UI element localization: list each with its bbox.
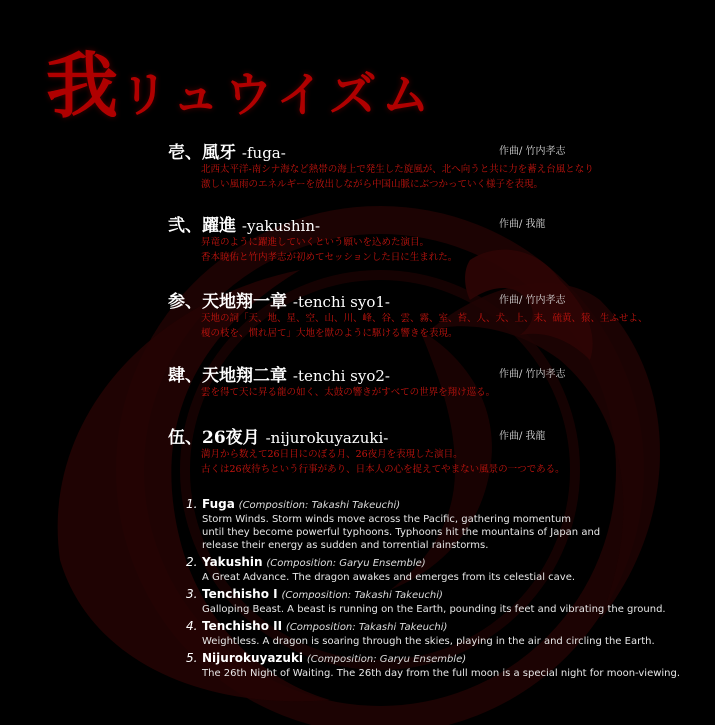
track-credit: 作曲/ 我龍	[499, 431, 546, 442]
english-list-item	[186, 651, 706, 680]
english-item-line: until they become powerful typhoons. Typhoons hit the mountains of Japan and	[202, 527, 601, 538]
track-credit: 作曲/ 竹内孝志	[499, 146, 566, 157]
track-description	[201, 385, 688, 400]
track-item	[168, 211, 688, 265]
english-item-number: 5.	[186, 651, 198, 665]
english-item-name: Fuga	[202, 497, 235, 511]
track-header	[168, 423, 688, 447]
track-description-line: 満月から数えて26日目にのぼる月、26夜月を表現した演目。	[201, 449, 463, 460]
track-title-jp: 壱、風牙	[168, 143, 236, 163]
track-description	[201, 447, 688, 477]
track-description-line: 昇竜のように躍進していくという願いを込めた演目。	[201, 237, 430, 248]
track-item	[168, 423, 688, 477]
track-description-line: 雲を得て天に昇る龍の如く、太鼓の響きがすべての世界を翔け巡る。	[201, 387, 496, 398]
english-item-number: 2.	[186, 555, 198, 569]
track-romaji: -fuga-	[241, 144, 286, 162]
track-title	[168, 287, 390, 312]
track-description	[201, 162, 688, 192]
title-kana: リュウイズム	[120, 67, 435, 123]
english-track-list	[186, 497, 706, 683]
track-title	[168, 423, 388, 448]
track-item	[168, 287, 688, 341]
english-item-name: Yakushin	[202, 555, 263, 569]
english-item-number: 3.	[186, 587, 198, 601]
track-title	[168, 361, 390, 386]
english-item-line: A Great Advance. The dragon awakes and emerges from its celestial cave.	[202, 572, 576, 583]
track-romaji: -tenchi syo1-	[292, 293, 390, 311]
track-item	[168, 361, 688, 400]
track-description-line: 激しい風雨のエネルギーを放出しながら中国山脈にぶつかっていく様子を表現。	[201, 179, 544, 190]
track-header	[168, 287, 688, 311]
track-item	[168, 138, 688, 192]
english-item-name: Nijurokuyazuki	[202, 651, 304, 665]
track-title-jp: 弐、躍進	[168, 216, 236, 236]
english-item-line: Galloping Beast. A beast is running on the Earth, pounding its feet and vibrating the ground.	[202, 604, 666, 615]
english-item-composition: (Composition: Takashi Takeuchi)	[238, 500, 401, 511]
track-header	[168, 138, 688, 162]
english-item-line: The 26th Night of Waiting. The 26th day from the full moon is a special night for moon-viewing.	[202, 668, 681, 679]
page-title	[46, 28, 435, 132]
track-title-jp: 参、天地翔一章	[168, 292, 287, 312]
track-description	[201, 311, 688, 341]
track-description-line: 天地の詞「天、地、星、空、山、川、峰、谷、雲、霧、室、苔、人、犬、上、末、硫黄、猿、生ふせよ、	[201, 313, 648, 324]
english-item-name: Tenchisho II	[202, 619, 283, 633]
track-title	[168, 138, 286, 163]
track-description-line: 北西太平洋-南シナ海など熱帯の海上で発生した旋風が、北へ向うと共に力を蓄え台風となり	[201, 164, 594, 175]
english-item-line: release their energy as sudden and torrential rainstorms.	[202, 540, 489, 551]
english-list-item	[186, 497, 706, 552]
english-item-number: 4.	[186, 619, 198, 633]
english-item-composition: (Composition: Takashi Takeuchi)	[281, 590, 443, 601]
english-item-composition: (Composition: Takashi Takeuchi)	[285, 622, 448, 633]
track-credit: 作曲/ 竹内孝志	[499, 369, 566, 380]
track-description	[201, 235, 688, 265]
track-header	[168, 361, 688, 385]
track-credit: 作曲/ 竹内孝志	[499, 295, 566, 306]
track-title-jp: 肆、天地翔二章	[168, 366, 287, 386]
track-description-line: 榎の枝を、慣れ居て」大地を獣のように駆ける響きを表現。	[201, 328, 458, 339]
track-romaji: -tenchi syo2-	[292, 367, 390, 385]
english-list-item	[186, 555, 706, 584]
english-item-composition: (Composition: Garyu Ensemble)	[306, 654, 467, 665]
english-item-line: Weightless. A dragon is soaring through the skies, playing in the air and circling the Earth.	[202, 636, 655, 647]
track-description-line: 古くは26夜待ちという行事があり、日本人の心を捉えてやまない風景の一つである。	[201, 464, 565, 475]
track-romaji: -nijurokuyazuki-	[265, 429, 389, 447]
english-list-item	[186, 619, 706, 648]
english-item-line: Storm Winds. Storm winds move across the Pacific, gathering momentum	[202, 514, 572, 525]
track-romaji: -yakushin-	[241, 217, 321, 235]
english-item-name: Tenchisho I	[202, 587, 278, 601]
track-title-jp: 伍、26夜月	[168, 428, 260, 448]
track-title	[168, 211, 320, 236]
track-description-line: 香本暁佑と竹内孝志が初めてセッションした日に生まれた。	[201, 252, 458, 263]
track-credit: 作曲/ 我龍	[499, 219, 546, 230]
english-item-number: 1.	[186, 497, 198, 511]
english-item-composition: (Composition: Garyu Ensemble)	[266, 558, 426, 569]
track-header	[168, 211, 688, 235]
english-list-item	[186, 587, 706, 616]
title-kanji: 我	[46, 43, 121, 128]
